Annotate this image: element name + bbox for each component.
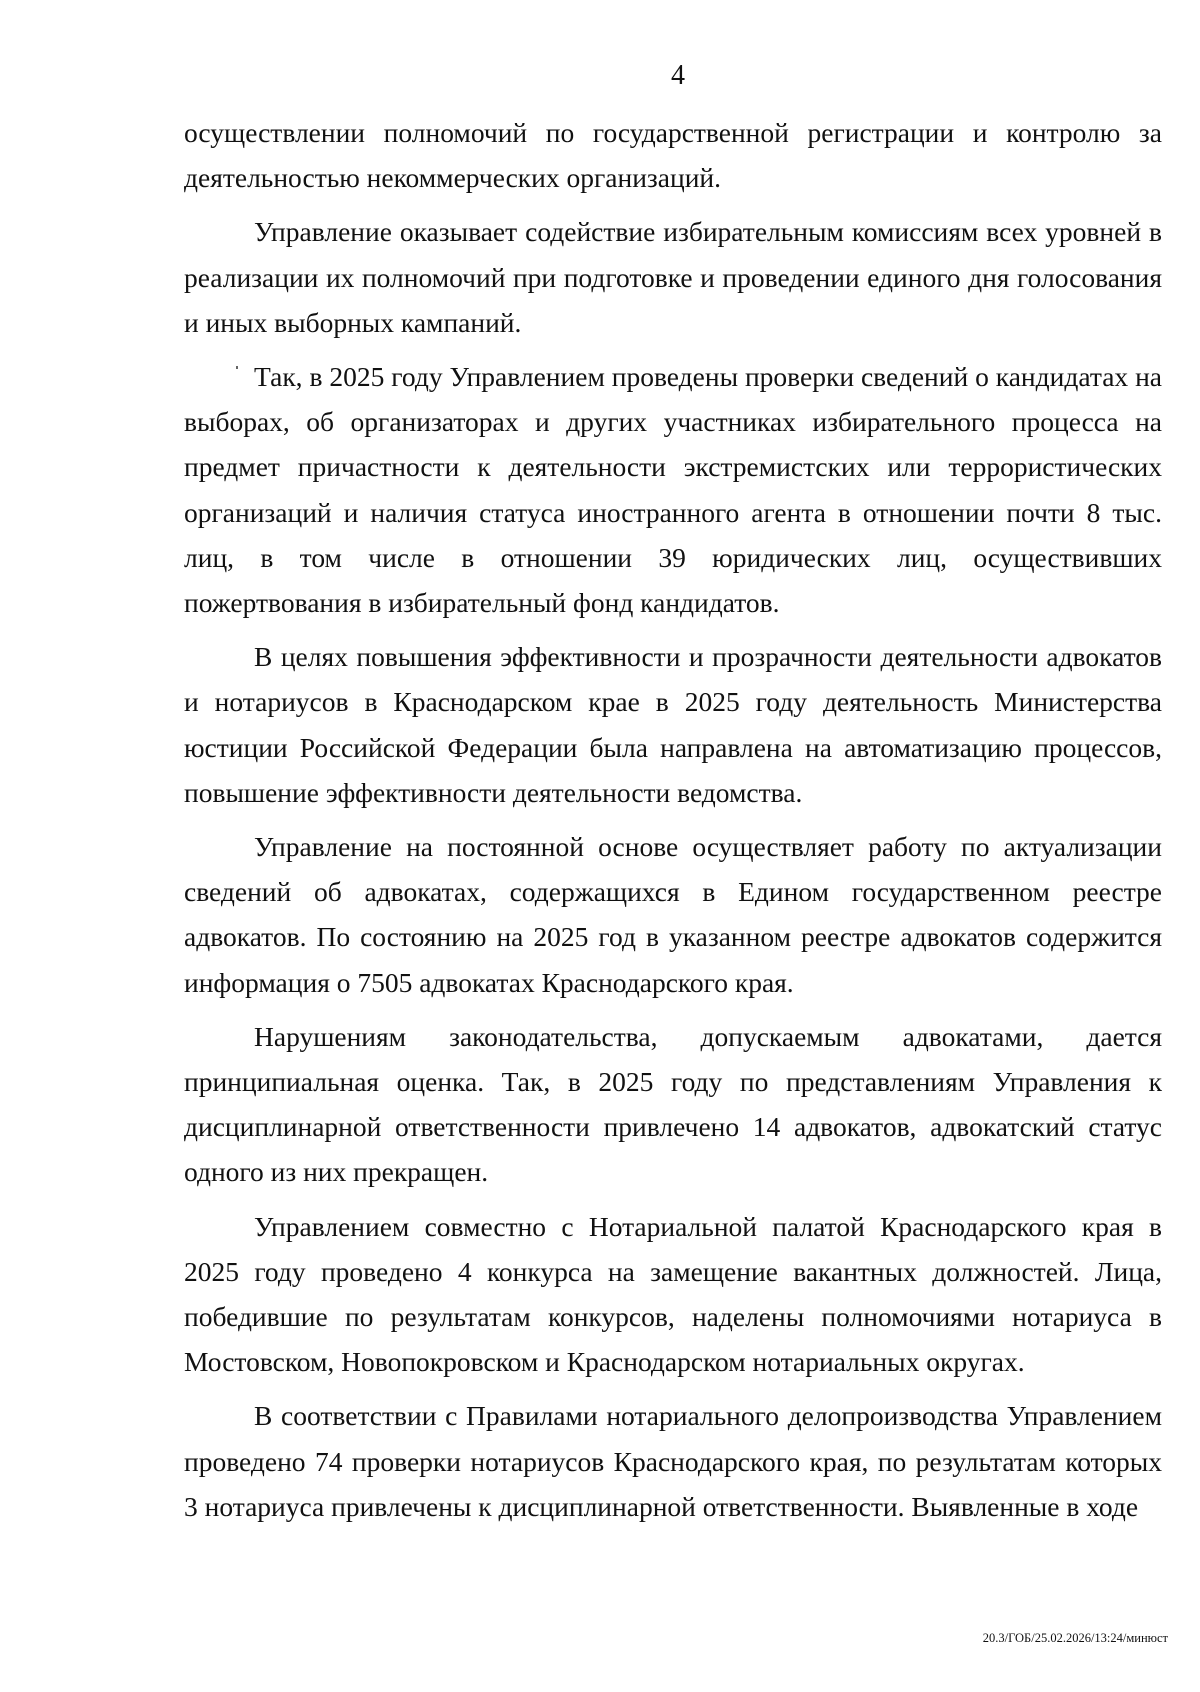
paragraph-lawyers-registry: Управление на постоянной основе осуществляет работу по актуализации сведений об адвокатах, содержащихся в Едином государственном реестре адвокатов. По состоянию на 2025 год в указанном реестре адвокатов содержится информация о 7505 адвокатах Краснодарского края. <box>184 831 1162 998</box>
document-footer-code: 20.3/ГОБ/25.02.2026/13:24/минюст <box>982 1631 1168 1645</box>
paragraph-notary-inspections: В соответствии с Правилами нотариального делопроизводства Управлением проведено 74 проверки нотариусов Краснодарского края, по результатам которых 3 нотариуса привлечены к дисциплинарной ответственности. Выявленные в ходе <box>184 1400 1162 1522</box>
paragraph-election-assistance: Управление оказывает содействие избирательным комиссиям всех уровней в реализации их полномочий при подготовке и проведении единого дня голосования и иных выборных кампаний. <box>184 216 1162 338</box>
paragraph-lawyers-notaries-efficiency: В целях повышения эффективности и прозрачности деятельности адвокатов и нотариусов в Краснодарском крае в 2025 году деятельность Министерства юстиции Российской Федерации была направлена на автоматизацию процессов, повышение эффективности деятельности ведомства. <box>184 641 1162 808</box>
page-number: 4 <box>671 60 685 91</box>
document-body <box>184 110 1162 1529</box>
paragraph-continuation: осуществлении полномочий по государственной регистрации и контролю за деятельностью некоммерческих организаций. <box>184 117 1162 194</box>
paragraph-lawyer-violations: Нарушениям законодательства, допускаемым адвокатами, дается принципиальная оценка. Так, в 2025 году по представлениям Управления к дисциплинарной ответственности привлечено 14 адвокатов, адвокатский статус одного из них прекращен. <box>184 1020 1162 1188</box>
paragraph-candidate-checks: Так, в 2025 году Управлением проведены проверки сведений о кандидатах на выборах, об организаторах и других участниках избирательного процесса на предмет причастности к деятельности экстремистских или террористических организаций и наличия статуса иностранного агента в отношении почти 8 тыс. лиц, в том числе в отношении 39 юридических лиц, осуществивших пожертвования в избирательный фонд кандидатов. <box>184 361 1162 619</box>
paragraph-notary-competitions: Управлением совместно с Нотариальной палатой Краснодарского края в 2025 году проведено 4 конкурса на замещение вакантных должностей. Лица, победившие по результатам конкурсов, наделены полномочиями нотариуса в Мостовском, Новопокровском и Краснодарском нотариальных округах. <box>184 1210 1162 1378</box>
